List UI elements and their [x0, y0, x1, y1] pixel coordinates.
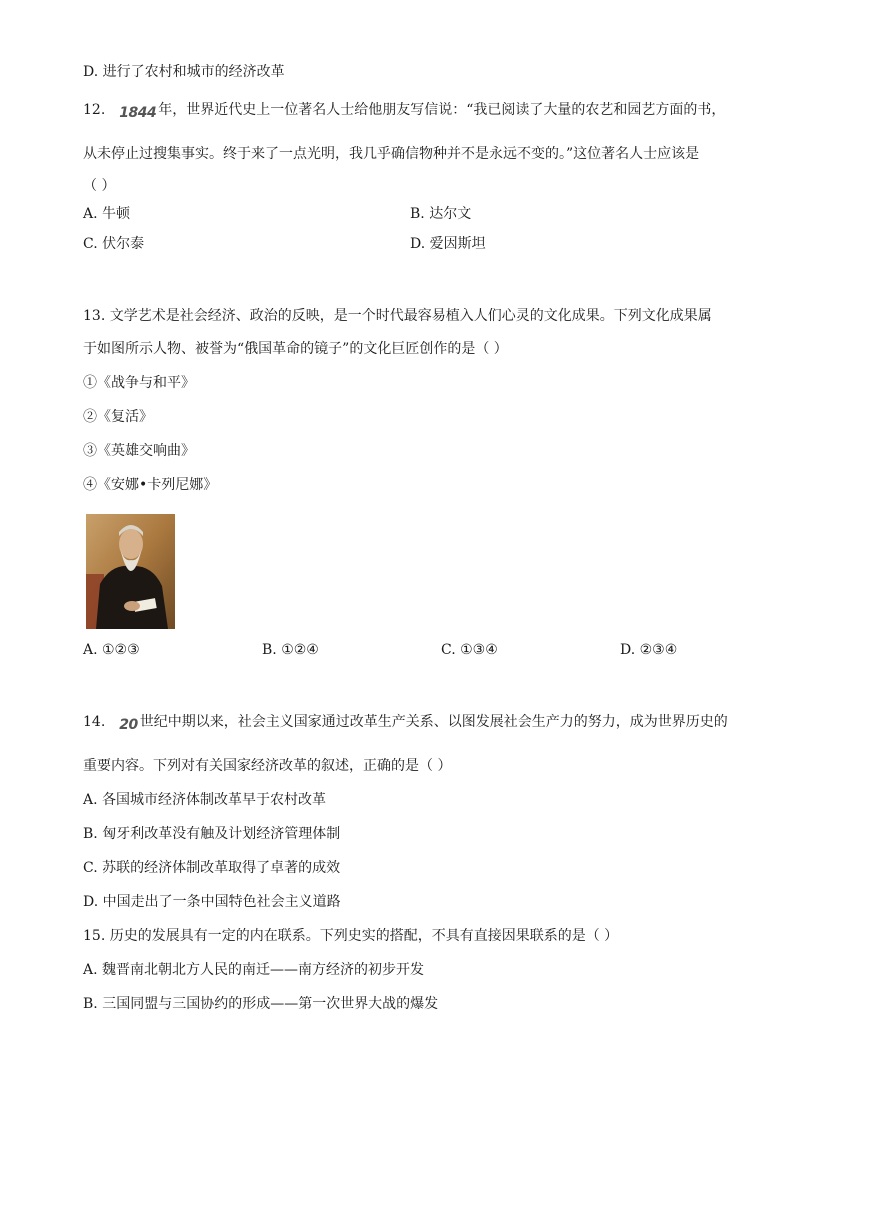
- q14-option-b[interactable]: B. 匈牙利改革没有触及计划经济管理体制: [83, 826, 341, 842]
- q14-century-image: 20: [119, 717, 138, 733]
- q14-option-d[interactable]: D. 中国走出了一条中国特色社会主义道路: [83, 894, 341, 910]
- q11-option-d: D. 进行了农村和城市的经济改革: [83, 64, 285, 80]
- q15-option-a[interactable]: A. 魏晋南北朝北方人民的南迁——南方经济的初步开发: [83, 962, 425, 978]
- q14-option-a[interactable]: A. 各国城市经济体制改革早于农村改革: [83, 792, 327, 808]
- q13-option-a[interactable]: A. ①②③: [83, 642, 140, 658]
- q13-stem-line1: 13. 文学艺术是社会经济、政治的反映，是一个时代最容易植入人们心灵的文化成果。下列文化成果属: [83, 308, 712, 324]
- q12-stem-line3: （ ）: [83, 178, 116, 194]
- q15-stem-line1: 15. 历史的发展具有一定的内在联系。下列史实的搭配，不具有直接因果联系的是（ ）: [83, 928, 619, 944]
- q13-option-d[interactable]: D. ②③④: [620, 642, 678, 658]
- q13-item-2: ②《复活》: [83, 409, 153, 425]
- q12-number: 12.: [83, 102, 106, 118]
- q12-stem-line2: 从未停止过搜集事实。终于来了一点光明，我几乎确信物种并不是永远不变的。”这位著名人士应该是: [83, 146, 700, 162]
- q15-option-b[interactable]: B. 三国同盟与三国协约的形成——第一次世界大战的爆发: [83, 996, 439, 1012]
- q12-stem-line1: [83, 100, 725, 120]
- q12-text1: 年，世界近代史上一位著名人士给他朋友写信说：“我已阅读了大量的农艺和园艺方面的书，: [158, 102, 726, 118]
- q14-number: 14.: [83, 714, 106, 730]
- q12-option-d[interactable]: D. 爱因斯坦: [410, 236, 486, 252]
- q13-stem-line2: 于如图所示人物、被誉为“俄国革命的镜子”的文化巨匠创作的是（ ）: [83, 341, 508, 357]
- q14-stem-line1: [83, 712, 728, 732]
- q13-item-1: ①《战争与和平》: [83, 375, 195, 391]
- q14-text1: 世纪中期以来，社会主义国家通过改革生产关系、以图发展社会生产力的努力，成为世界历史的: [139, 714, 728, 730]
- portrait-illustration: [86, 514, 175, 629]
- q14-stem-line2: 重要内容。下列对有关国家经济改革的叙述，正确的是（ ）: [83, 758, 452, 774]
- q12-option-c[interactable]: C. 伏尔泰: [83, 236, 145, 252]
- q14-option-c[interactable]: C. 苏联的经济体制改革取得了卓著的成效: [83, 860, 341, 876]
- q12-year-image: 1844: [119, 105, 157, 121]
- q12-option-a[interactable]: A. 牛顿: [83, 206, 131, 222]
- q13-item-3: ③《英雄交响曲》: [83, 443, 195, 459]
- q13-option-b[interactable]: B. ①②④: [262, 642, 319, 658]
- portrait-image: [86, 514, 175, 629]
- q13-item-4: ④《安娜•卡列尼娜》: [83, 477, 218, 493]
- q12-option-b[interactable]: B. 达尔文: [410, 206, 472, 222]
- q13-option-c[interactable]: C. ①③④: [441, 642, 498, 658]
